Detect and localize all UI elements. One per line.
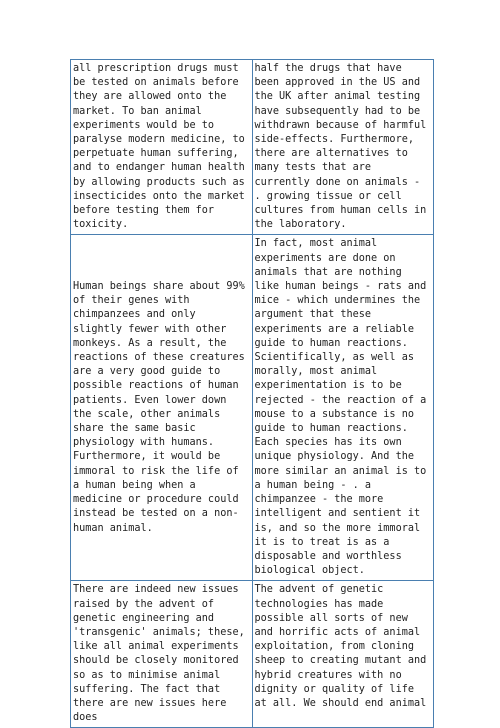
table-row [71, 60, 434, 235]
argument-cell-against: half the drugs that have been approved in the US and the UK after animal testing have subsequently had to be withdrawn because of harmful side-effects. Furthermore, there are alternatives to many tests that are currently done on animals - . growing tissue or cell cultures from human cells in the laboratory. [252, 60, 434, 235]
argument-cell-against: In fact, most animal experiments are done on animals that are nothing like human beings - rats and mice - which undermines the argument that these experiments are a reliable guide to human reactions. Scientifically, as well as morally, most animal experimentation is to be rejected - the reaction of a mouse to a substance is no guide to human reactions. Each species has its own unique physiology. And the more similar an animal is to a human being - . a chimpanzee - the more intelligent and sentient it is, and so the more immoral it is to treat is as a disposable and worthless biological object. [252, 235, 434, 581]
argument-cell-for: There are indeed new issues raised by the advent of genetic engineering and 'transgenic' animals; these, like all animal experiments should be closely monitored so as to minimise animal suffering. The fact that there are new issues here does [71, 581, 253, 728]
table-row [71, 581, 434, 728]
argument-cell-against: The advent of genetic technologies has made possible all sorts of new and horrific acts of animal exploitation, from cloning sheep to creating mutant and hybrid creatures with no dignity or quality of life at all. We should end animal [252, 581, 434, 728]
debate-table [70, 59, 434, 728]
argument-cell-for: all prescription drugs must be tested on animals before they are allowed onto the market. To ban animal experiments would be to paralyse modern medicine, to perpetuate human suffering, and to endanger human health by allowing products such as insecticides onto the market before testing them for toxicity. [71, 60, 253, 235]
argument-cell-for: Human beings share about 99% of their genes with chimpanzees and only slightly fewer with other monkeys. As a result, the reactions of these creatures are a very good guide to possible reactions of human patients. Even lower down the scale, other animals share the same basic physiology with humans. Furthermore, it would be immoral to risk the life of a human being when a medicine or procedure could instead be tested on a non-human animal. [71, 235, 253, 581]
table-row [71, 235, 434, 581]
